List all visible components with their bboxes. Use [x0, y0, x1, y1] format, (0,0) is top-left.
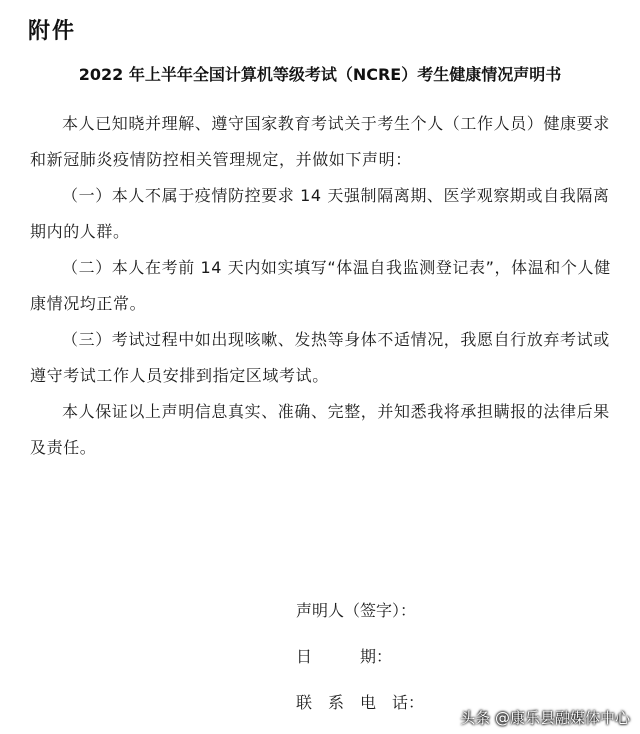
paragraph-intro: 本人已知晓并理解、遵守国家教育考试关于考生个人（工作人员）健康要求和新冠肺炎疫情防控相关管理规定，并做如下声明：	[30, 114, 610, 169]
paragraph-guarantee: 本人保证以上声明信息真实、准确、完整，并知悉我将承担瞒报的法律后果及责任。	[30, 402, 610, 457]
declaration-body	[30, 106, 620, 466]
date-line: 日 期：	[296, 647, 393, 666]
source-watermark: 头条 @康乐县融媒体中心	[460, 709, 630, 727]
declarant-signature-line: 声明人（签字）：	[296, 601, 417, 620]
paragraph-item-2: （二）本人在考前 14 天内如实填写“体温自我监测登记表”，体温和个人健康情况均正常。	[30, 258, 611, 313]
attachment-label: 附件	[28, 19, 77, 44]
document-title: 2022 年上半年全国计算机等级考试（NCRE）考生健康情况声明书	[78, 65, 562, 84]
paragraph-item-3: （三）考试过程中如出现咳嗽、发热等身体不适情况，我愿自行放弃考试或遵守考试工作人员安排到指定区域考试。	[30, 330, 610, 385]
phone-line: 联 系 电 话：	[296, 693, 425, 712]
signature-block	[296, 588, 424, 726]
paragraph-item-1: （一）本人不属于疫情防控要求 14 天强制隔离期、医学观察期或自我隔离期内的人群。	[30, 186, 610, 241]
